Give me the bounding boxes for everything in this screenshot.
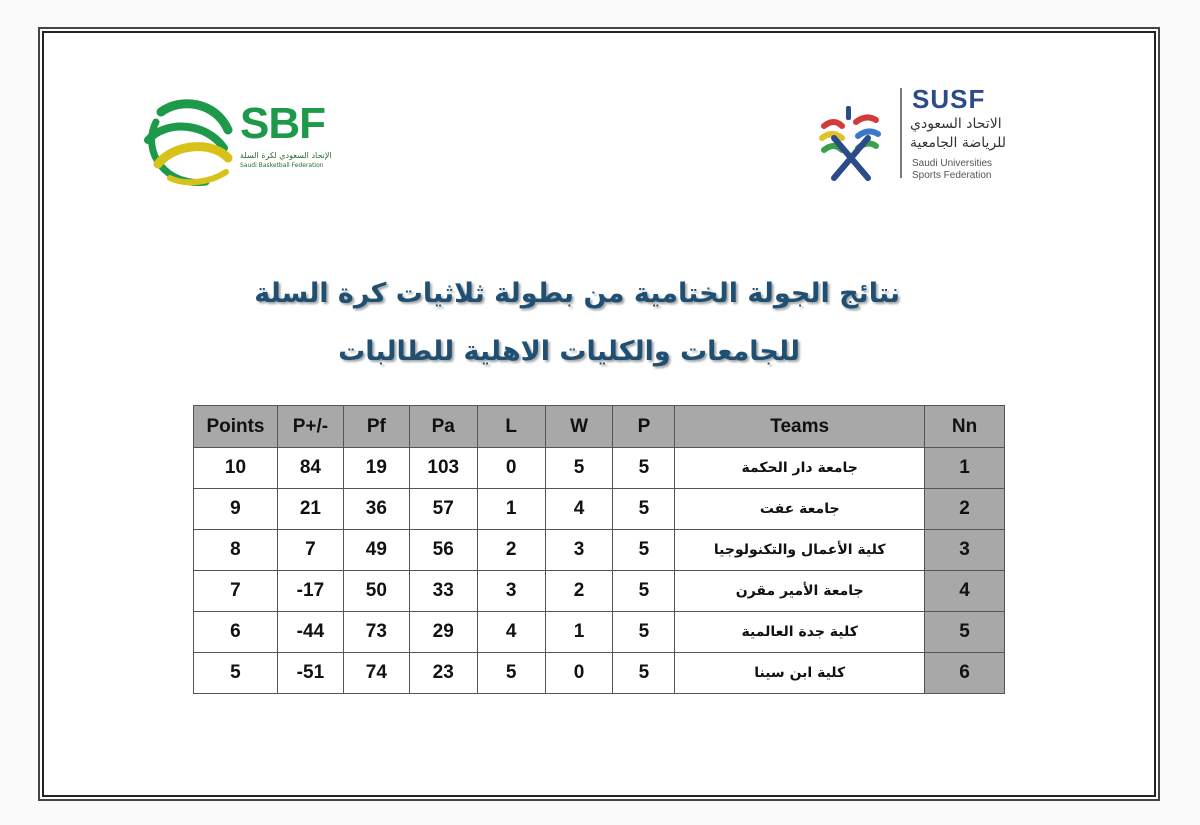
- susf-emblem-icon: [812, 86, 892, 186]
- cell-team: جامعة دار الحكمة: [675, 448, 925, 489]
- cell-team: جامعة عفت: [675, 489, 925, 530]
- cell-plus-minus: 84: [277, 448, 343, 489]
- cell-team: كلية جدة العالمية: [675, 612, 925, 653]
- cell-l: 3: [477, 571, 545, 612]
- header-nn: Nn: [925, 406, 1005, 448]
- table-row: [194, 489, 1005, 530]
- cell-w: 0: [545, 653, 613, 694]
- cell-p: 5: [613, 530, 675, 571]
- sbf-abbr: SBF: [240, 99, 325, 148]
- cell-l: 5: [477, 653, 545, 694]
- susf-english-line1: Saudi Universities: [912, 158, 993, 169]
- header-pa: Pa: [409, 406, 477, 448]
- cell-plus-minus: -17: [277, 571, 343, 612]
- cell-pf: 19: [343, 448, 409, 489]
- cell-nn: 3: [925, 530, 1005, 571]
- sbf-arabic-name: الإتحاد السعودي لكرة السلة: [240, 151, 332, 160]
- logo-divider: [900, 88, 902, 178]
- header-l: L: [477, 406, 545, 448]
- table-row: [194, 530, 1005, 571]
- cell-pa: 23: [409, 653, 477, 694]
- basketball-icon: [136, 82, 236, 192]
- cell-pa: 29: [409, 612, 477, 653]
- cell-l: 4: [477, 612, 545, 653]
- cell-points: 10: [194, 448, 278, 489]
- cell-w: 4: [545, 489, 613, 530]
- susf-abbr: SUSF: [912, 84, 986, 114]
- cell-points: 5: [194, 653, 278, 694]
- cell-w: 1: [545, 612, 613, 653]
- cell-pf: 50: [343, 571, 409, 612]
- cell-points: 7: [194, 571, 278, 612]
- cell-p: 5: [613, 612, 675, 653]
- cell-pf: 73: [343, 612, 409, 653]
- cell-pf: 74: [343, 653, 409, 694]
- header-w: W: [545, 406, 613, 448]
- cell-p: 5: [613, 448, 675, 489]
- cell-points: 9: [194, 489, 278, 530]
- cell-nn: 6: [925, 653, 1005, 694]
- cell-plus-minus: -44: [277, 612, 343, 653]
- sbf-english-name: Saudi Basketball Federation: [240, 162, 324, 169]
- cell-pa: 56: [409, 530, 477, 571]
- header-plus-minus: P+/-: [277, 406, 343, 448]
- cell-team: كلية ابن سينا: [675, 653, 925, 694]
- cell-pa: 57: [409, 489, 477, 530]
- header-teams: Teams: [675, 406, 925, 448]
- cell-pa: 33: [409, 571, 477, 612]
- cell-nn: 4: [925, 571, 1005, 612]
- cell-p: 5: [613, 489, 675, 530]
- header-points: Points: [194, 406, 278, 448]
- cell-team: جامعة الأمير مقرن: [675, 571, 925, 612]
- cell-w: 3: [545, 530, 613, 571]
- susf-english-line2: Sports Federation: [912, 170, 992, 181]
- susf-logo: [812, 86, 1032, 186]
- table-header-row: [194, 406, 1005, 448]
- cell-team: كلية الأعمال والتكنولوجيا: [675, 530, 925, 571]
- page-title-line2: للجامعات والكليات الاهلية للطالبات: [338, 336, 800, 367]
- cell-nn: 2: [925, 489, 1005, 530]
- table-row: [194, 571, 1005, 612]
- cell-w: 2: [545, 571, 613, 612]
- table-row: [194, 612, 1005, 653]
- cell-points: 8: [194, 530, 278, 571]
- sbf-logo: [136, 82, 356, 192]
- cell-pf: 49: [343, 530, 409, 571]
- cell-p: 5: [613, 653, 675, 694]
- cell-w: 5: [545, 448, 613, 489]
- cell-nn: 5: [925, 612, 1005, 653]
- cell-l: 2: [477, 530, 545, 571]
- results-table: [193, 405, 1005, 694]
- susf-arabic-line1: الاتحاد السعودي: [910, 116, 1002, 132]
- cell-plus-minus: 21: [277, 489, 343, 530]
- cell-plus-minus: 7: [277, 530, 343, 571]
- page-title-line1: نتائج الجولة الختامية من بطولة ثلاثيات كرة السلة: [254, 278, 900, 309]
- table-row: [194, 653, 1005, 694]
- susf-arabic-line2: للرياضة الجامعية: [910, 135, 1007, 151]
- cell-l: 1: [477, 489, 545, 530]
- cell-pa: 103: [409, 448, 477, 489]
- cell-p: 5: [613, 571, 675, 612]
- cell-l: 0: [477, 448, 545, 489]
- cell-plus-minus: -51: [277, 653, 343, 694]
- table-body: [194, 448, 1005, 694]
- cell-pf: 36: [343, 489, 409, 530]
- table-row: [194, 448, 1005, 489]
- cell-points: 6: [194, 612, 278, 653]
- header-pf: Pf: [343, 406, 409, 448]
- header-p: P: [613, 406, 675, 448]
- cell-nn: 1: [925, 448, 1005, 489]
